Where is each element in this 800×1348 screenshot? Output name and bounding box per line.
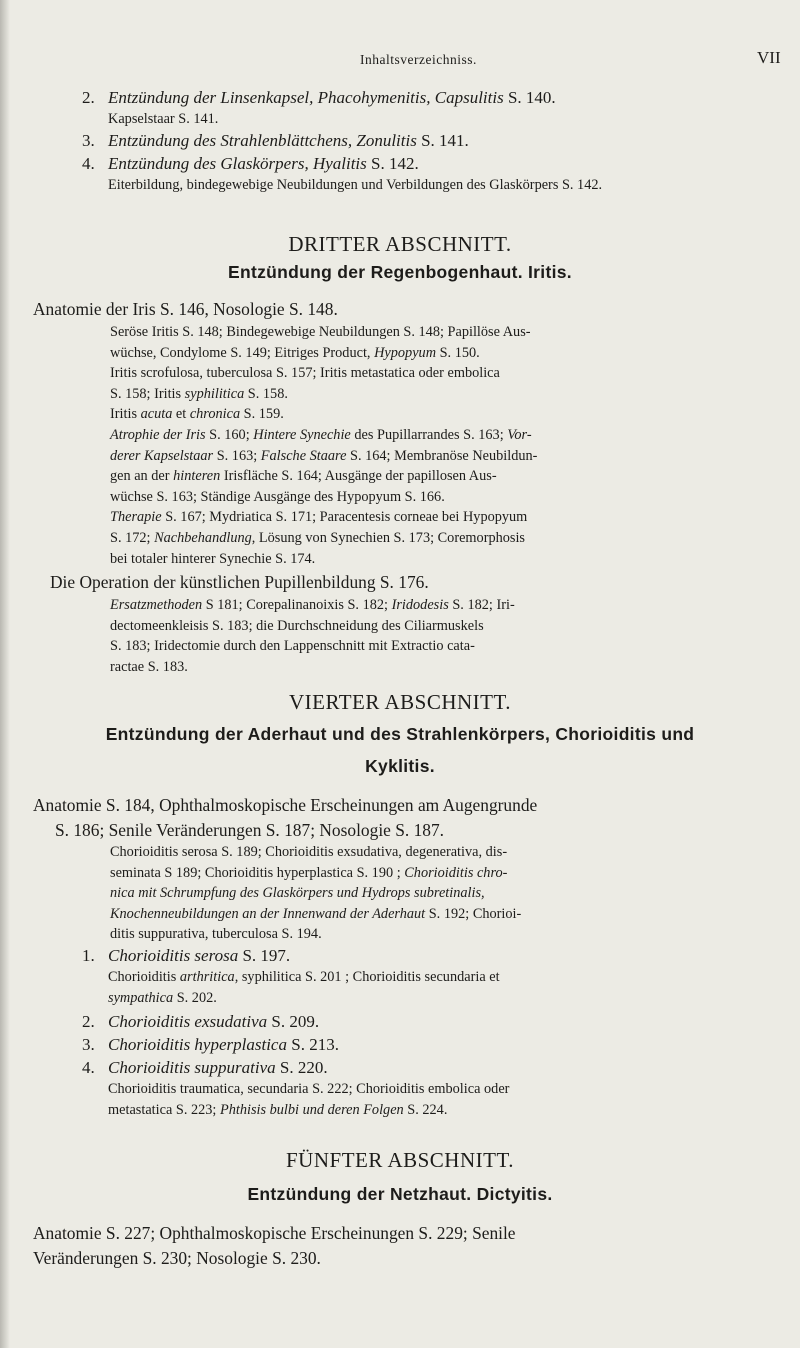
page-edge-shadow: [0, 0, 10, 1348]
section-subheading-5: Entzündung der Netzhaut. Dictyitis.: [247, 1184, 553, 1204]
entry-title: Entzündung des Strahlenblättchens, Zonulitis: [108, 131, 417, 150]
text-fragment: gen an der: [110, 468, 174, 485]
text-fragment: wüchse, Condylome S. 149; Eitriges Product,: [110, 344, 375, 361]
section-heading-3: DRITTER ABSCHNITT.: [288, 232, 512, 256]
entry-number: 4.: [82, 154, 95, 173]
text-fragment: Iridodesis: [391, 597, 449, 613]
text-fragment: Nachbehandlung: [154, 529, 252, 546]
chorioiditis-entry-3: [82, 1034, 722, 1056]
text-fragment: derer Kapselstaar: [110, 447, 214, 464]
iritis-paragraph-1: [110, 322, 720, 425]
page-header: [0, 48, 800, 72]
section-heading-5: FÜNFTER ABSCHNITT.: [286, 1148, 514, 1172]
entry-page-ref: S. 141.: [416, 131, 469, 150]
operation-line: Die Operation der künstlichen Pupillenbildung S. 176.: [50, 572, 429, 592]
entry-page-ref: S. 140.: [503, 88, 556, 107]
entry-page-ref: S. 142.: [366, 154, 419, 173]
entry-sub: Kapselstaar S. 141.: [108, 111, 219, 127]
text-fragment: Anatomie S. 227; Ophthalmoskopische Erscheinungen S. 229; Senile: [33, 1223, 516, 1243]
text-fragment: Hypopyum: [374, 344, 437, 361]
entry-heading: [82, 153, 722, 175]
pre-entry-2: [82, 87, 722, 130]
text-fragment: S. 220.: [275, 1058, 328, 1077]
text-fragment: S. 164; Membranöse Neubildun-: [346, 447, 538, 464]
text-fragment: S. 172;: [110, 529, 155, 546]
text-fragment: 4.: [82, 1058, 95, 1077]
text-fragment: Chorioiditis suppurativa: [108, 1058, 276, 1077]
entry-number: 3.: [82, 131, 95, 150]
text-fragment: Hintere Synechie: [253, 427, 351, 443]
text-fragment: chronica: [189, 406, 241, 423]
operation-paragraph: [110, 595, 720, 677]
page-number: VII: [757, 48, 781, 67]
text-fragment: nica mit Schrumpfung des Glaskörpers und Hydrops subretinalis,: [110, 885, 485, 902]
text-fragment: Chorioiditis hyperplastica: [108, 1035, 287, 1054]
text-fragment: Knochenneubildungen an der Innenwand der Aderhaut: [110, 905, 426, 922]
text-fragment: ditis suppurativa, tuberculosa S. 194.: [110, 926, 322, 943]
text-fragment: Phthisis bulbi und deren Folgen: [219, 1101, 404, 1118]
chorioiditis-entry-2: [82, 1011, 722, 1033]
section-subheading-3: Entzündung der Regenbogenhaut. Iritis.: [228, 262, 572, 282]
text-fragment: wüchse S. 163; Ständige Ausgänge des Hypopyum S. 166.: [110, 488, 445, 505]
entry-sub: [108, 1079, 720, 1120]
text-fragment: Irisfläche S. 164; Ausgänge der papillosen Aus-: [220, 468, 497, 485]
section-heading-4: VIERTER ABSCHNITT.: [288, 690, 511, 714]
pre-entry-4: [82, 153, 722, 196]
text-fragment: S 181; Corepalinanoixis S. 182;: [202, 597, 392, 613]
text-fragment: S. 209.: [267, 1012, 320, 1031]
text-fragment: 3.: [82, 1035, 95, 1054]
text-fragment: 2.: [82, 1012, 95, 1031]
entry-sub: [108, 967, 720, 1008]
text-fragment: syphilitica: [184, 385, 245, 402]
text-fragment: des Pupillarrandes S. 163;: [350, 427, 508, 443]
text-fragment: seminata S 189; Chorioiditis hyperplastica S. 190 ;: [110, 864, 405, 881]
text-fragment: S. 158.: [244, 385, 288, 402]
entry-title: Entzündung des Glaskörpers, Hyalitis: [108, 154, 367, 173]
text-fragment: S. 192; Chorioi-: [425, 905, 522, 922]
text-fragment: S. 159.: [240, 406, 284, 423]
text-fragment: S. 197.: [238, 946, 291, 965]
entry-heading: [82, 945, 722, 967]
text-fragment: Iritis: [110, 406, 141, 423]
text-fragment: Seröse Iritis S. 148; Bindegewebige Neubildungen S. 148; Papillöse Aus-: [110, 324, 531, 340]
text-fragment: bei totaler hinterer Synechie S. 174.: [110, 550, 316, 567]
anatomy-lines-aderhaut: [33, 793, 773, 843]
entry-heading: [82, 1057, 722, 1079]
text-fragment: Iritis scrofulosa, tuberculosa S. 157; Iritis metastatica oder embolica: [110, 365, 500, 382]
entry-number: 2.: [82, 88, 95, 107]
text-fragment: S. 167; Mydriatica S. 171; Paracentesis corneae bei Hypopyum: [161, 509, 528, 526]
text-fragment: arthritica: [179, 969, 235, 985]
entry-heading: [82, 87, 722, 109]
text-fragment: S. 202.: [173, 989, 217, 1006]
text-fragment: S. 163;: [213, 447, 261, 464]
text-fragment: Vor-: [507, 427, 532, 443]
text-fragment: acuta: [140, 406, 173, 423]
iritis-paragraph-2: [110, 425, 720, 569]
text-fragment: S. 150.: [436, 344, 480, 361]
text-fragment: hinteren: [173, 468, 221, 485]
text-fragment: sympathica: [108, 989, 174, 1006]
text-fragment: ractae S. 183.: [110, 658, 188, 675]
text-fragment: , Lösung von Synechien S. 173; Coremorphosis: [251, 529, 525, 546]
entry-title: Entzündung der Linsenkapsel, Phacohymenitis, Capsulitis: [108, 88, 504, 107]
text-fragment: S. 160;: [205, 427, 254, 443]
running-title: Inhaltsverzeichniss.: [360, 52, 477, 67]
chorioiditis-intro: [110, 842, 720, 945]
section-subheading-4-line1: Entzündung der Aderhaut und des Strahlenkörpers, Chorioiditis und: [105, 724, 695, 744]
text-fragment: S. 182; Iri-: [448, 597, 515, 613]
text-fragment: Chorioiditis traumatica, secundaria S. 222; Chorioiditis embolica oder: [108, 1081, 510, 1097]
text-fragment: S. 224.: [403, 1101, 448, 1118]
text-fragment: S. 183; Iridectomie durch den Lappenschnitt mit Extractio cata-: [110, 638, 475, 655]
section-subheading-4-line2: Kyklitis.: [365, 756, 435, 776]
text-fragment: Falsche Staare: [260, 447, 347, 464]
text-fragment: , syphilitica S. 201 ; Chorioiditis secundaria et: [234, 969, 500, 985]
pre-entry-3: [82, 130, 722, 152]
text-fragment: S. 213.: [286, 1035, 339, 1054]
text-fragment: et: [172, 406, 190, 423]
text-fragment: S. 158; Iritis: [110, 385, 185, 402]
text-fragment: Chorioiditis chro-: [404, 864, 508, 881]
chorioiditis-entry-4: [82, 1057, 722, 1120]
text-fragment: metastatica S. 223;: [108, 1101, 220, 1118]
anatomy-lines-netzhaut: [33, 1221, 773, 1271]
entry-sub: Eiterbildung, bindegewebige Neubildungen und Verbildungen des Glaskörpers S. 142.: [108, 177, 603, 193]
entry-heading: [82, 1011, 722, 1033]
anatomy-line-iris: Anatomie der Iris S. 146, Nosologie S. 148.: [33, 299, 338, 319]
text-fragment: Chorioiditis: [108, 969, 180, 985]
text-fragment: Veränderungen S. 230; Nosologie S. 230.: [33, 1248, 321, 1268]
entry-heading: [82, 1034, 722, 1056]
entry-heading: [82, 130, 722, 152]
text-fragment: Therapie: [110, 509, 162, 526]
chorioiditis-entry-1: [82, 945, 722, 1008]
text-fragment: 1.: [82, 946, 95, 965]
text-fragment: Chorioiditis serosa: [108, 946, 239, 965]
text-fragment: Chorioiditis exsudativa: [108, 1012, 268, 1031]
text-fragment: Atrophie der Iris: [110, 427, 206, 443]
text-fragment: Ersatzmethoden: [110, 597, 203, 613]
text-fragment: S. 186; Senile Veränderungen S. 187; Nosologie S. 187.: [55, 820, 445, 840]
text-fragment: Anatomie S. 184, Ophthalmoskopische Erscheinungen am Augengrunde: [33, 795, 538, 815]
text-fragment: dectomeenkleisis S. 183; die Durchschneidung des Ciliarmuskels: [110, 617, 484, 634]
text-fragment: Chorioiditis serosa S. 189; Chorioiditis exsudativa, degenerativa, dis-: [110, 844, 508, 860]
